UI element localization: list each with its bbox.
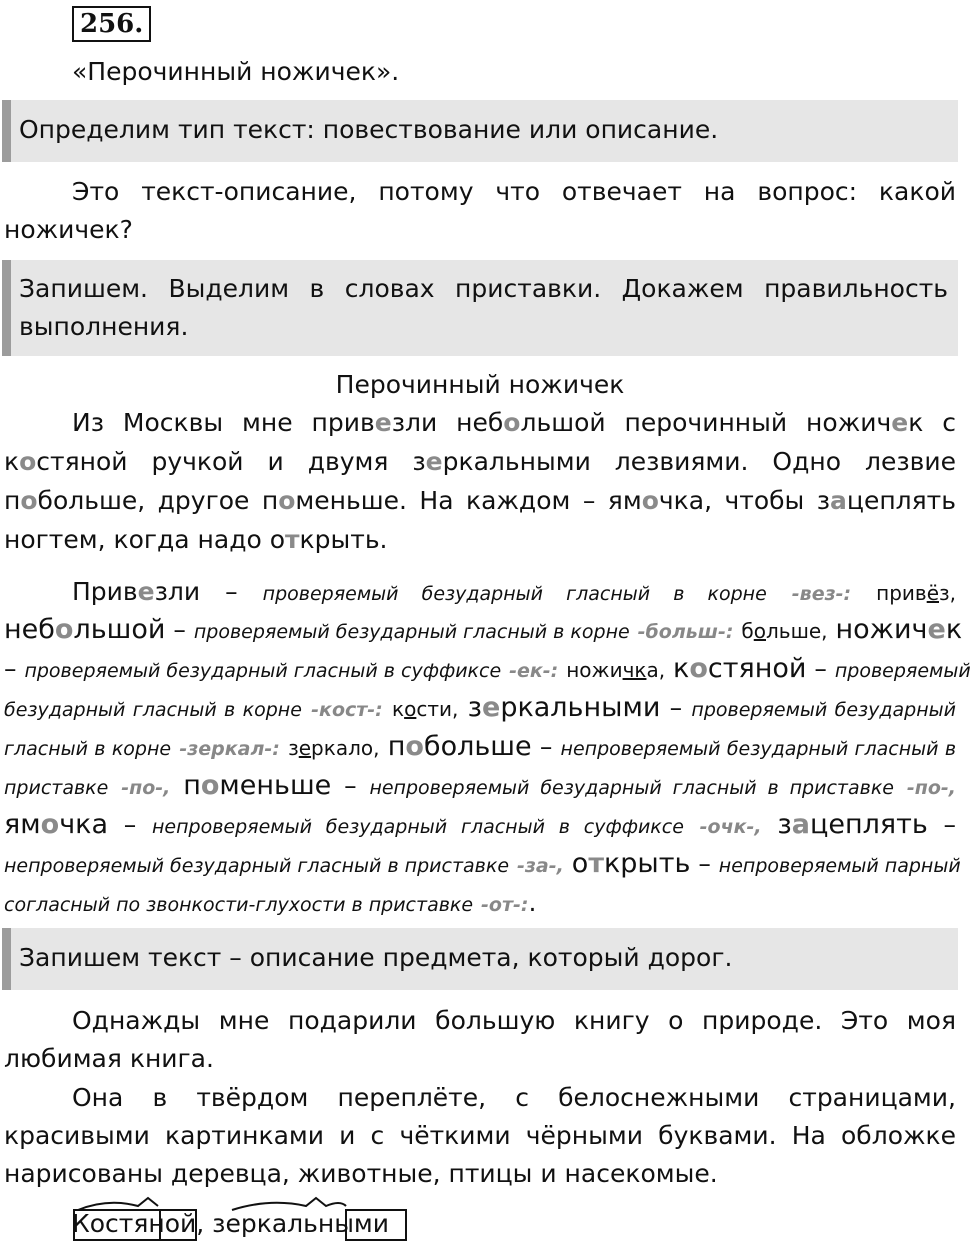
story-line-3: побольше, другое поменьше. На каждом – ямочка, чтобы зацеплять — [4, 486, 956, 515]
expl-line-9: согласный по звонкости-глухости в приставке -от-:. — [4, 888, 537, 917]
story-line-4: ногтем, когда надо открыть. — [4, 525, 388, 554]
task-number: 256. — [72, 6, 151, 42]
expl-line-3: – проверяемый безударный гласный в суффиксе -ек-: ножичка, костяной – проверяемый — [4, 653, 971, 684]
expl-line-4: безударный гласный в корне -кост-: кости, зеркальными – проверяемый безударный — [4, 692, 956, 723]
essay-line-1: Однажды мне подарили большую книгу о природе. Это моя — [72, 1006, 956, 1035]
essay-line-4: красивыми картинками и с чёткими чёрными буквами. На обложке — [4, 1121, 956, 1150]
instruction-text-2b: выполнения. — [19, 312, 189, 341]
instruction-box-3 — [2, 928, 958, 990]
answer-line-1: Это текст-описание, потому что отвечает на вопрос: какой — [72, 177, 956, 206]
instruction-text-2a: Запишем. Выделим в словах приставки. Докажем правильность — [19, 274, 948, 303]
instruction-text-3: Запишем текст – описание предмета, который дорог. — [19, 943, 733, 972]
expl-line-7: ямочка – непроверяемый безударный гласный в суффиксе -очк-, зацеплять – — [4, 809, 956, 840]
instruction-text-1: Определим тип текст: повествование или описание. — [19, 115, 719, 144]
expl-line-6: приставке -по-, поменьше – непроверяемый безударный гласный в приставке -по-, — [4, 770, 956, 801]
story-line-2: костяной ручкой и двумя зеркальными лезвиями. Одно лезвие — [4, 447, 956, 476]
story-title: Перочинный ножичек — [335, 370, 625, 399]
essay-line-5: нарисованы деревца, животные, птицы и насекомые. — [4, 1159, 718, 1188]
expl-line-1: Привезли – проверяемый безударный гласный в корне -вез-: привёз, — [72, 577, 956, 606]
expl-line-2: небольшой – проверяемый безударный гласный в корне -больш-: больше, ножичек — [4, 614, 963, 645]
essay-line-3: Она в твёрдом переплёте, с белоснежными страницами, — [72, 1083, 956, 1112]
expl-line-5: гласный в корне -зеркал-: зеркало, побольше – непроверяемый безударный гласный в — [4, 731, 957, 762]
title-quote: «Перочинный ножичек». — [72, 57, 400, 86]
morpheme-words: Костяной, зеркальными — [72, 1209, 390, 1238]
expl-line-8: непроверяемый безударный гласный в приставке -за-, открыть – непроверяемый парный — [4, 848, 961, 879]
story-line-1: Из Москвы мне привезли небольшой перочинный ножичек с — [72, 408, 956, 437]
essay-line-2: любимая книга. — [4, 1044, 214, 1073]
instruction-box-2 — [2, 260, 958, 356]
instruction-box-1 — [2, 100, 958, 162]
answer-line-2: ножичек? — [4, 215, 133, 244]
morpheme-marks — [0, 1196, 420, 1246]
